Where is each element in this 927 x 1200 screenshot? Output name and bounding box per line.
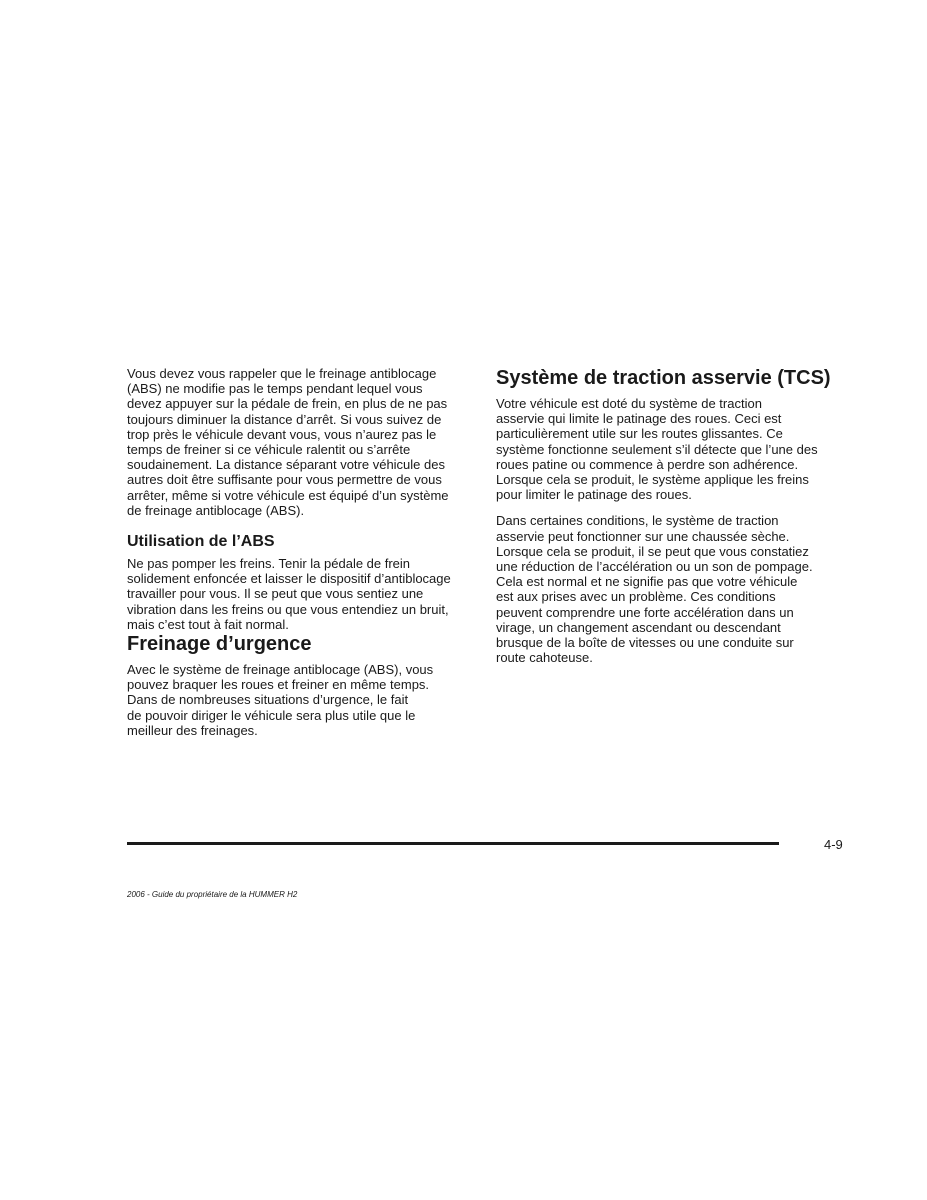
footer-text: 2006 - Guide du propriétaire de la HUMMER H2	[127, 890, 298, 899]
text-line: solidement enfoncée et laisser le dispositif d’antiblocage	[127, 571, 451, 587]
text-line: Votre véhicule est doté du système de traction	[496, 396, 762, 411]
text-line: devez appuyer sur la pédale de frein, en plus de ne pas	[127, 396, 448, 412]
text-line: particulièrement utile sur les routes glissantes. Ce	[496, 426, 783, 442]
text-line: route cahoteuse.	[496, 650, 593, 666]
abs-usage-heading: Utilisation de l’ABS	[127, 533, 275, 551]
text-line: système fonctionne seulement s’il détecte que l’une des	[496, 441, 818, 457]
text-line: pouvez braquer les roues et freiner en même temps.	[127, 677, 430, 693]
page-number: 4-9	[824, 837, 843, 852]
text-line: peuvent comprendre une forte accélération dans un	[496, 604, 794, 620]
text-line: Lorsque cela se produit, le système applique les freins	[496, 472, 809, 488]
text-line: (ABS) ne modifie pas le temps pendant lequel vous	[127, 381, 423, 397]
text-line: Dans de nombreuses situations d’urgence, le fait	[127, 692, 409, 708]
intro-paragraph	[127, 366, 472, 518]
text-line: Lorsque cela se produit, il se peut que vous constatiez	[496, 543, 809, 559]
text-line: virage, un changement ascendant ou descendant	[496, 619, 781, 635]
text-line: Ne pas pomper les freins. Tenir la pédale de frein	[127, 556, 411, 572]
text-line: Vous devez vous rappeler que le freinage antiblocage	[127, 366, 437, 381]
text-line: toujours diminuer la distance d’arrêt. Si vous suivez de	[127, 411, 442, 427]
text-line: une réduction de l’accélération ou un son de pompage.	[496, 559, 813, 575]
emergency-braking-heading: Freinage d’urgence	[127, 633, 312, 656]
text-line: asservie qui limite le patinage des roues. Ceci est	[496, 411, 782, 427]
text-line: trop près le véhicule devant vous, vous n’aurez pas le	[127, 426, 437, 442]
text-line: pour limiter le patinage des roues.	[496, 487, 692, 503]
text-line: autres doit être suffisante pour vous permettre de vous	[127, 472, 442, 488]
footer-divider	[127, 842, 779, 845]
text-line: soudainement. La distance séparant votre véhicule des	[127, 457, 445, 473]
text-line: roues patine ou commence à perdre son adhérence.	[496, 456, 799, 472]
text-line: de pouvoir diriger le véhicule sera plus utile que le	[127, 707, 416, 723]
emergency-braking-paragraph	[127, 662, 472, 738]
tcs-paragraph-2	[496, 513, 846, 665]
text-line: meilleur des freinages.	[127, 722, 258, 738]
text-line: de freinage antiblocage (ABS).	[127, 502, 305, 518]
text-line: asservie peut fonctionner sur une chaussée sèche.	[496, 528, 790, 544]
tcs-paragraph-1	[496, 396, 846, 502]
tcs-heading: Système de traction asservie (TCS)	[496, 367, 831, 389]
text-line: travailler pour vous. Il se peut que vous sentiez une	[127, 586, 424, 602]
text-line: arrêter, même si votre véhicule est équipé d’un système	[127, 487, 449, 503]
abs-usage-paragraph	[127, 556, 472, 632]
text-line: est aux prises avec un problème. Ces conditions	[496, 589, 776, 605]
text-line: Avec le système de freinage antiblocage (ABS), vous	[127, 662, 434, 678]
text-line: mais c’est tout à fait normal.	[127, 616, 289, 632]
left-column	[127, 366, 472, 738]
text-line: Cela est normal et ne signifie pas que votre véhicule	[496, 574, 798, 590]
text-line: Dans certaines conditions, le système de traction	[496, 513, 779, 529]
text-line: brusque de la boîte de vitesses ou une conduite sur	[496, 635, 794, 651]
text-line: vibration dans les freins ou que vous entendiez un bruit,	[127, 601, 449, 617]
text-line: temps de freiner si ce véhicule ralentit ou s’arrête	[127, 442, 411, 458]
right-column	[496, 366, 846, 665]
